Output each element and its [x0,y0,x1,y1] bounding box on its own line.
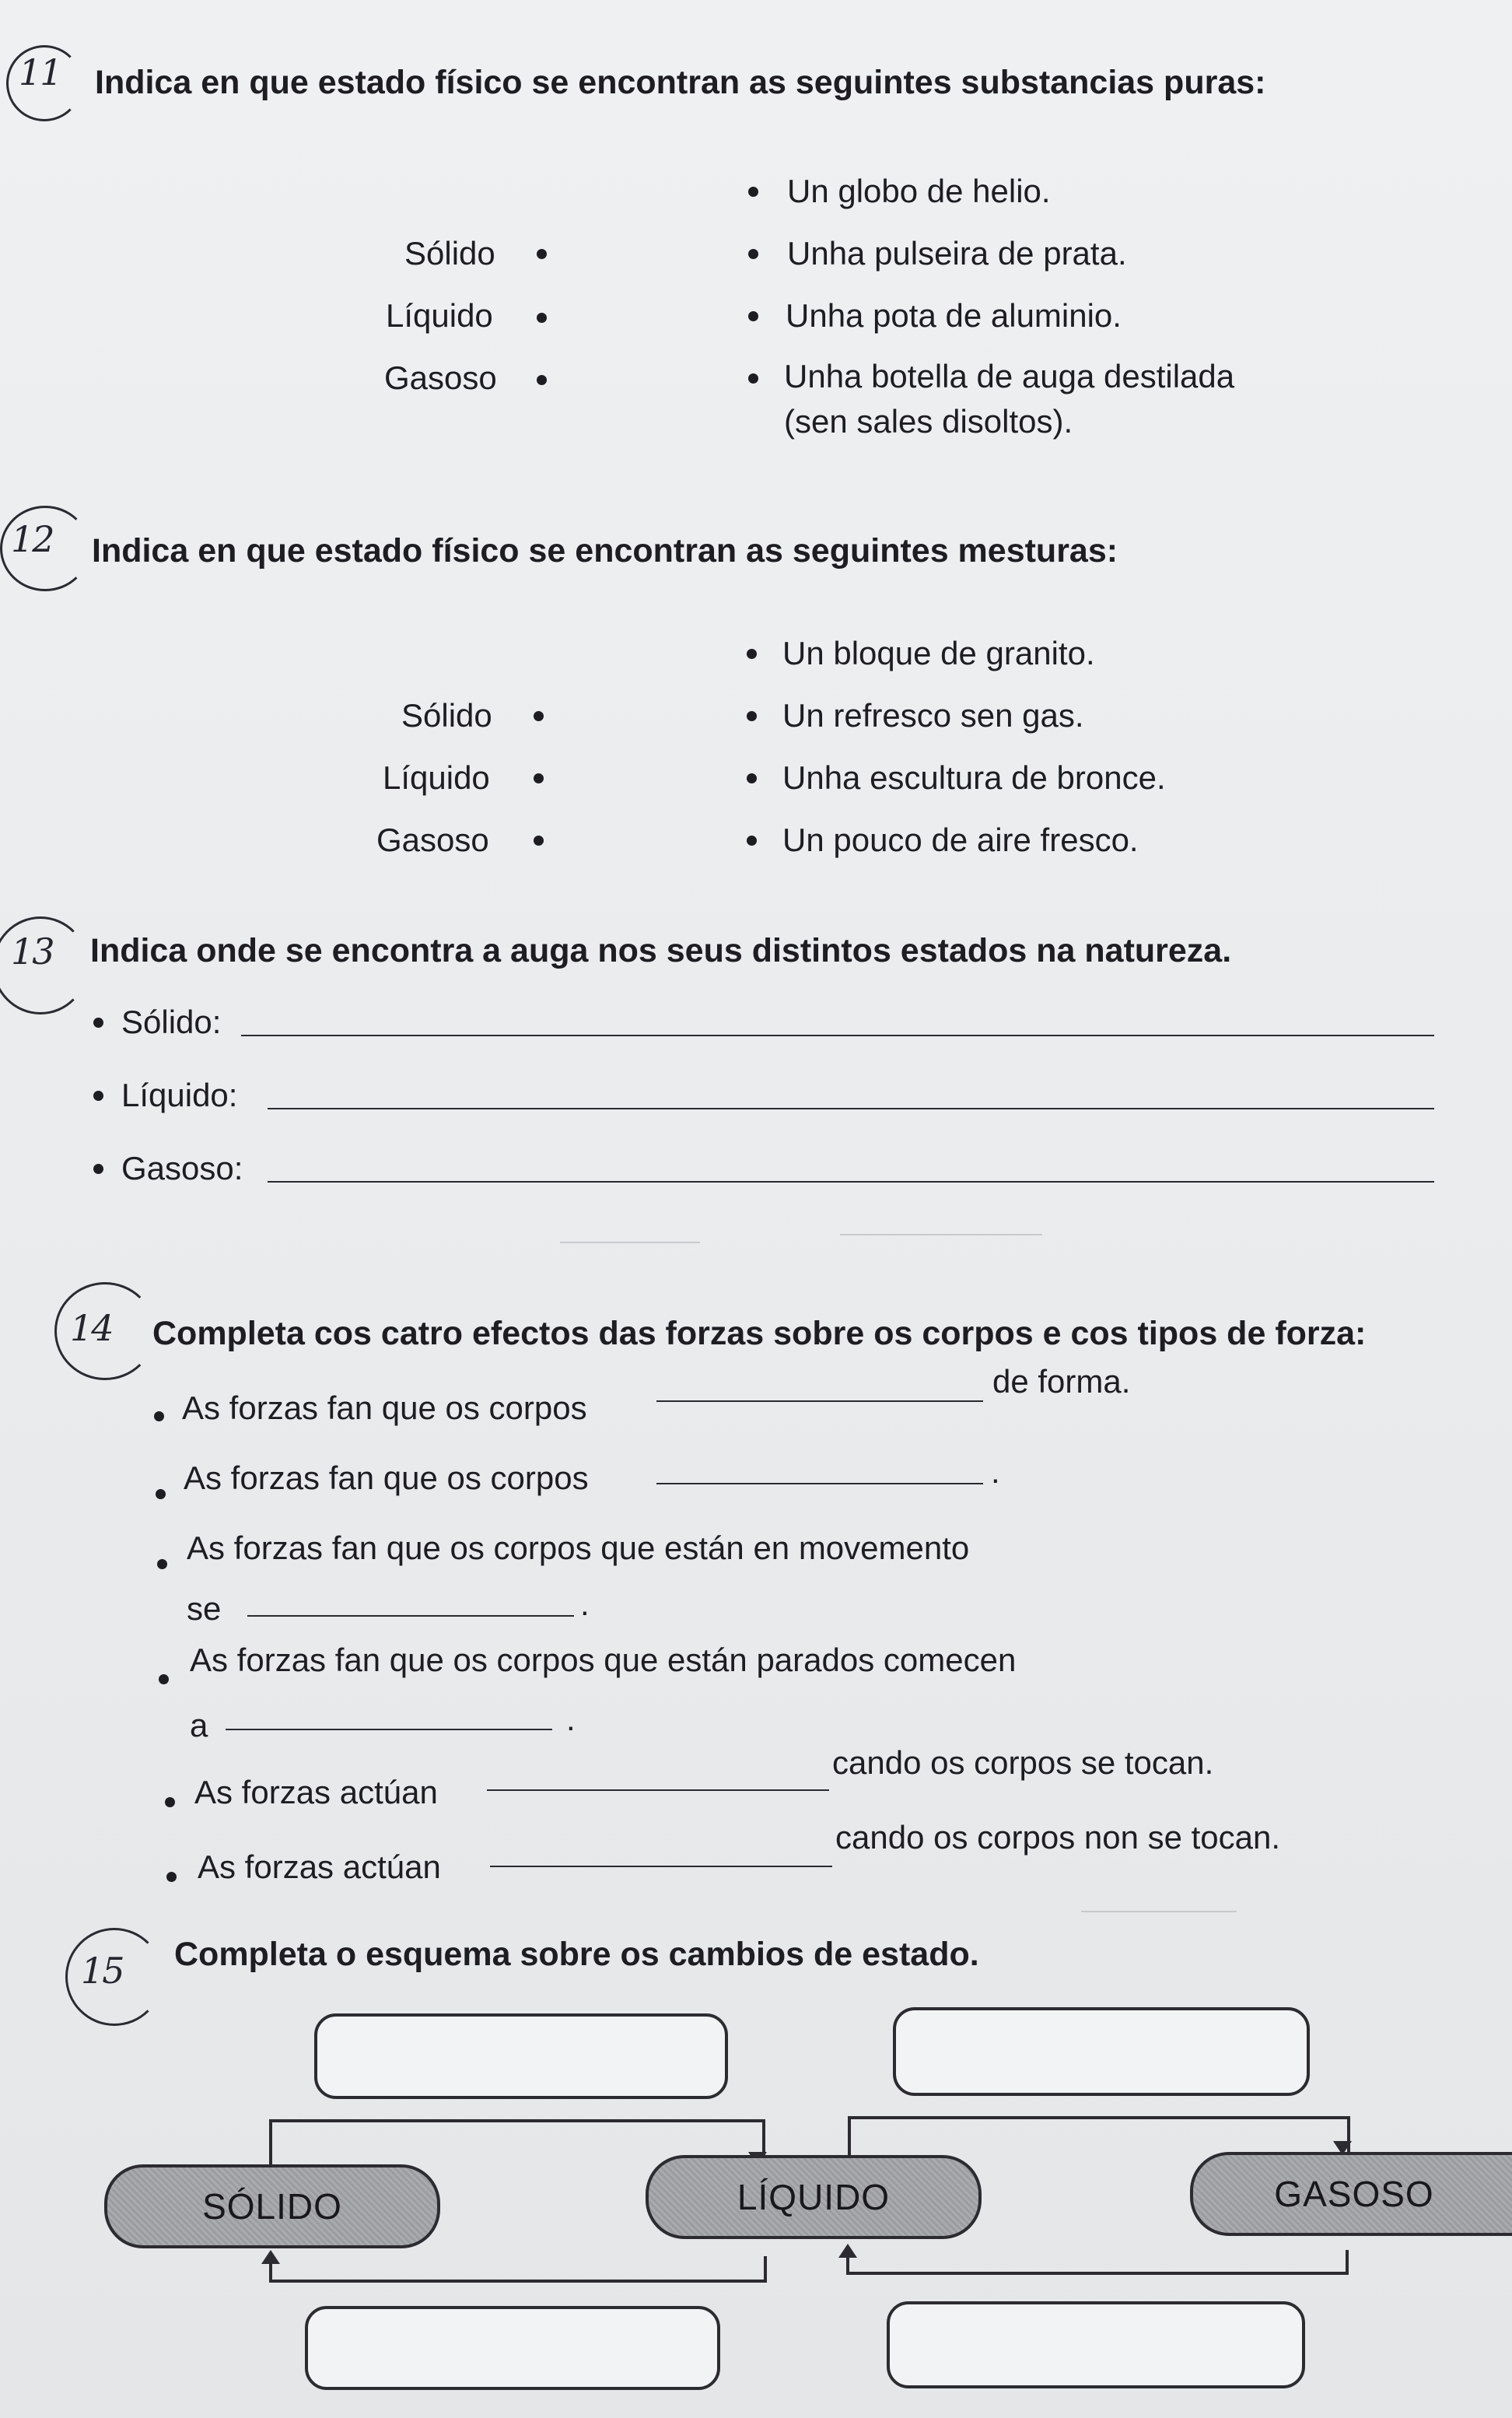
sentence-text: a [190,1707,208,1743]
arrow-connector [846,2250,1349,2275]
bullet [747,649,757,659]
answer-line[interactable] [268,1181,1434,1183]
faint-divider [1081,1911,1237,1912]
sentence-text: cando os corpos non se tocan. [835,1819,1281,1856]
bullet [165,1797,175,1807]
bullet [748,373,758,384]
question-number: 12 [11,518,54,560]
bullet [748,249,758,259]
question-number: 15 [81,1950,124,1992]
answer-line[interactable] [656,1483,983,1484]
answer-box-condensation[interactable] [887,2301,1305,2388]
bullet [748,187,758,197]
sentence-text: As forzas fan que os corpos [182,1389,587,1426]
bullet [537,249,547,259]
item-text: Unha pulseira de prata. [787,235,1127,272]
bullet [93,1018,103,1028]
answer-line[interactable] [226,1729,552,1730]
faint-divider [560,1242,700,1243]
question-number: 11 [19,51,61,93]
bullet [154,1411,164,1421]
answer-line[interactable] [487,1789,829,1791]
question-15-title: Completa o esquema sobre os cambios de estado. [174,1936,979,1973]
sentence-text: . [580,1586,590,1622]
question-13-title: Indica onde se encontra a auga nos seus distintos estados na natureza. [90,932,1232,969]
answer-box-solidification[interactable] [305,2306,720,2390]
answer-box-vaporization[interactable] [893,2007,1310,2096]
question-number: 13 [11,930,54,972]
bullet [156,1489,166,1499]
state-liquido: Líquido [383,759,490,796]
bullet [93,1091,103,1101]
bullet [534,711,544,721]
bullet [166,1872,177,1882]
sentence-text: As forzas fan que os corpos que están en movemento [187,1530,970,1566]
bullet [537,375,547,385]
state-box-liquido: LÍQUIDO [646,2155,982,2239]
state-box-gasoso: GASOSO [1190,2152,1512,2236]
line-label: Sólido: [121,1004,222,1040]
item-text: Un refresco sen gas. [782,697,1084,734]
line-label: Gasoso: [121,1150,243,1186]
sentence-text: As forzas fan que os corpos que están parados comecen [190,1642,1017,1678]
state-solido: Sólido [404,235,495,272]
question-14-title: Completa cos catro efectos das forzas sobre os corpos e cos tipos de forza: [152,1315,1367,1352]
bullet [747,773,757,783]
sentence-text: . [566,1701,576,1737]
item-text: Unha botella de auga destilada [784,358,1235,394]
answer-box-fusion[interactable] [314,2013,728,2099]
state-gasoso: Gasoso [376,822,489,858]
arrow-connector [269,2256,767,2283]
item-text: Un bloque de granito. [782,635,1095,671]
sentence-text: As forzas fan que os corpos [184,1460,589,1496]
state-box-solido: SÓLIDO [104,2164,440,2248]
bullet [534,836,544,846]
item-text: Un globo de helio. [787,173,1051,209]
item-text: Unha pota de aluminio. [786,297,1122,334]
sentence-text: As forzas actúan [198,1849,441,1885]
state-solido: Sólido [401,697,492,734]
answer-line[interactable] [241,1035,1434,1036]
answer-line[interactable] [268,1108,1434,1109]
bullet [534,773,544,783]
bullet [157,1559,167,1569]
bullet [537,313,547,323]
state-liquido: Líquido [386,297,493,334]
question-number: 14 [70,1307,113,1349]
state-gasoso: Gasoso [384,359,497,396]
answer-line[interactable] [247,1615,574,1617]
answer-line[interactable] [656,1400,983,1402]
sentence-text: se [187,1590,222,1627]
sentence-text: de forma. [992,1363,1131,1400]
sentence-text: cando os corpos se tocan. [832,1744,1214,1781]
faint-divider [840,1234,1042,1235]
line-label: Líquido: [121,1077,238,1113]
answer-line[interactable] [490,1866,832,1867]
bullet [748,311,758,321]
sentence-text: As forzas actúan [194,1774,438,1810]
item-text: (sen sales disoltos). [784,403,1073,440]
item-text: Un pouco de aire fresco. [782,822,1139,858]
bullet [93,1164,103,1174]
sentence-text: . [991,1453,1000,1490]
question-11-title: Indica en que estado físico se encontran as seguintes substancias puras: [95,64,1266,101]
question-12-title: Indica en que estado físico se encontran as seguintes mesturas: [92,532,1118,569]
bullet [747,711,757,721]
bullet [159,1674,169,1684]
item-text: Unha escultura de bronce. [782,759,1166,796]
bullet [747,836,757,846]
